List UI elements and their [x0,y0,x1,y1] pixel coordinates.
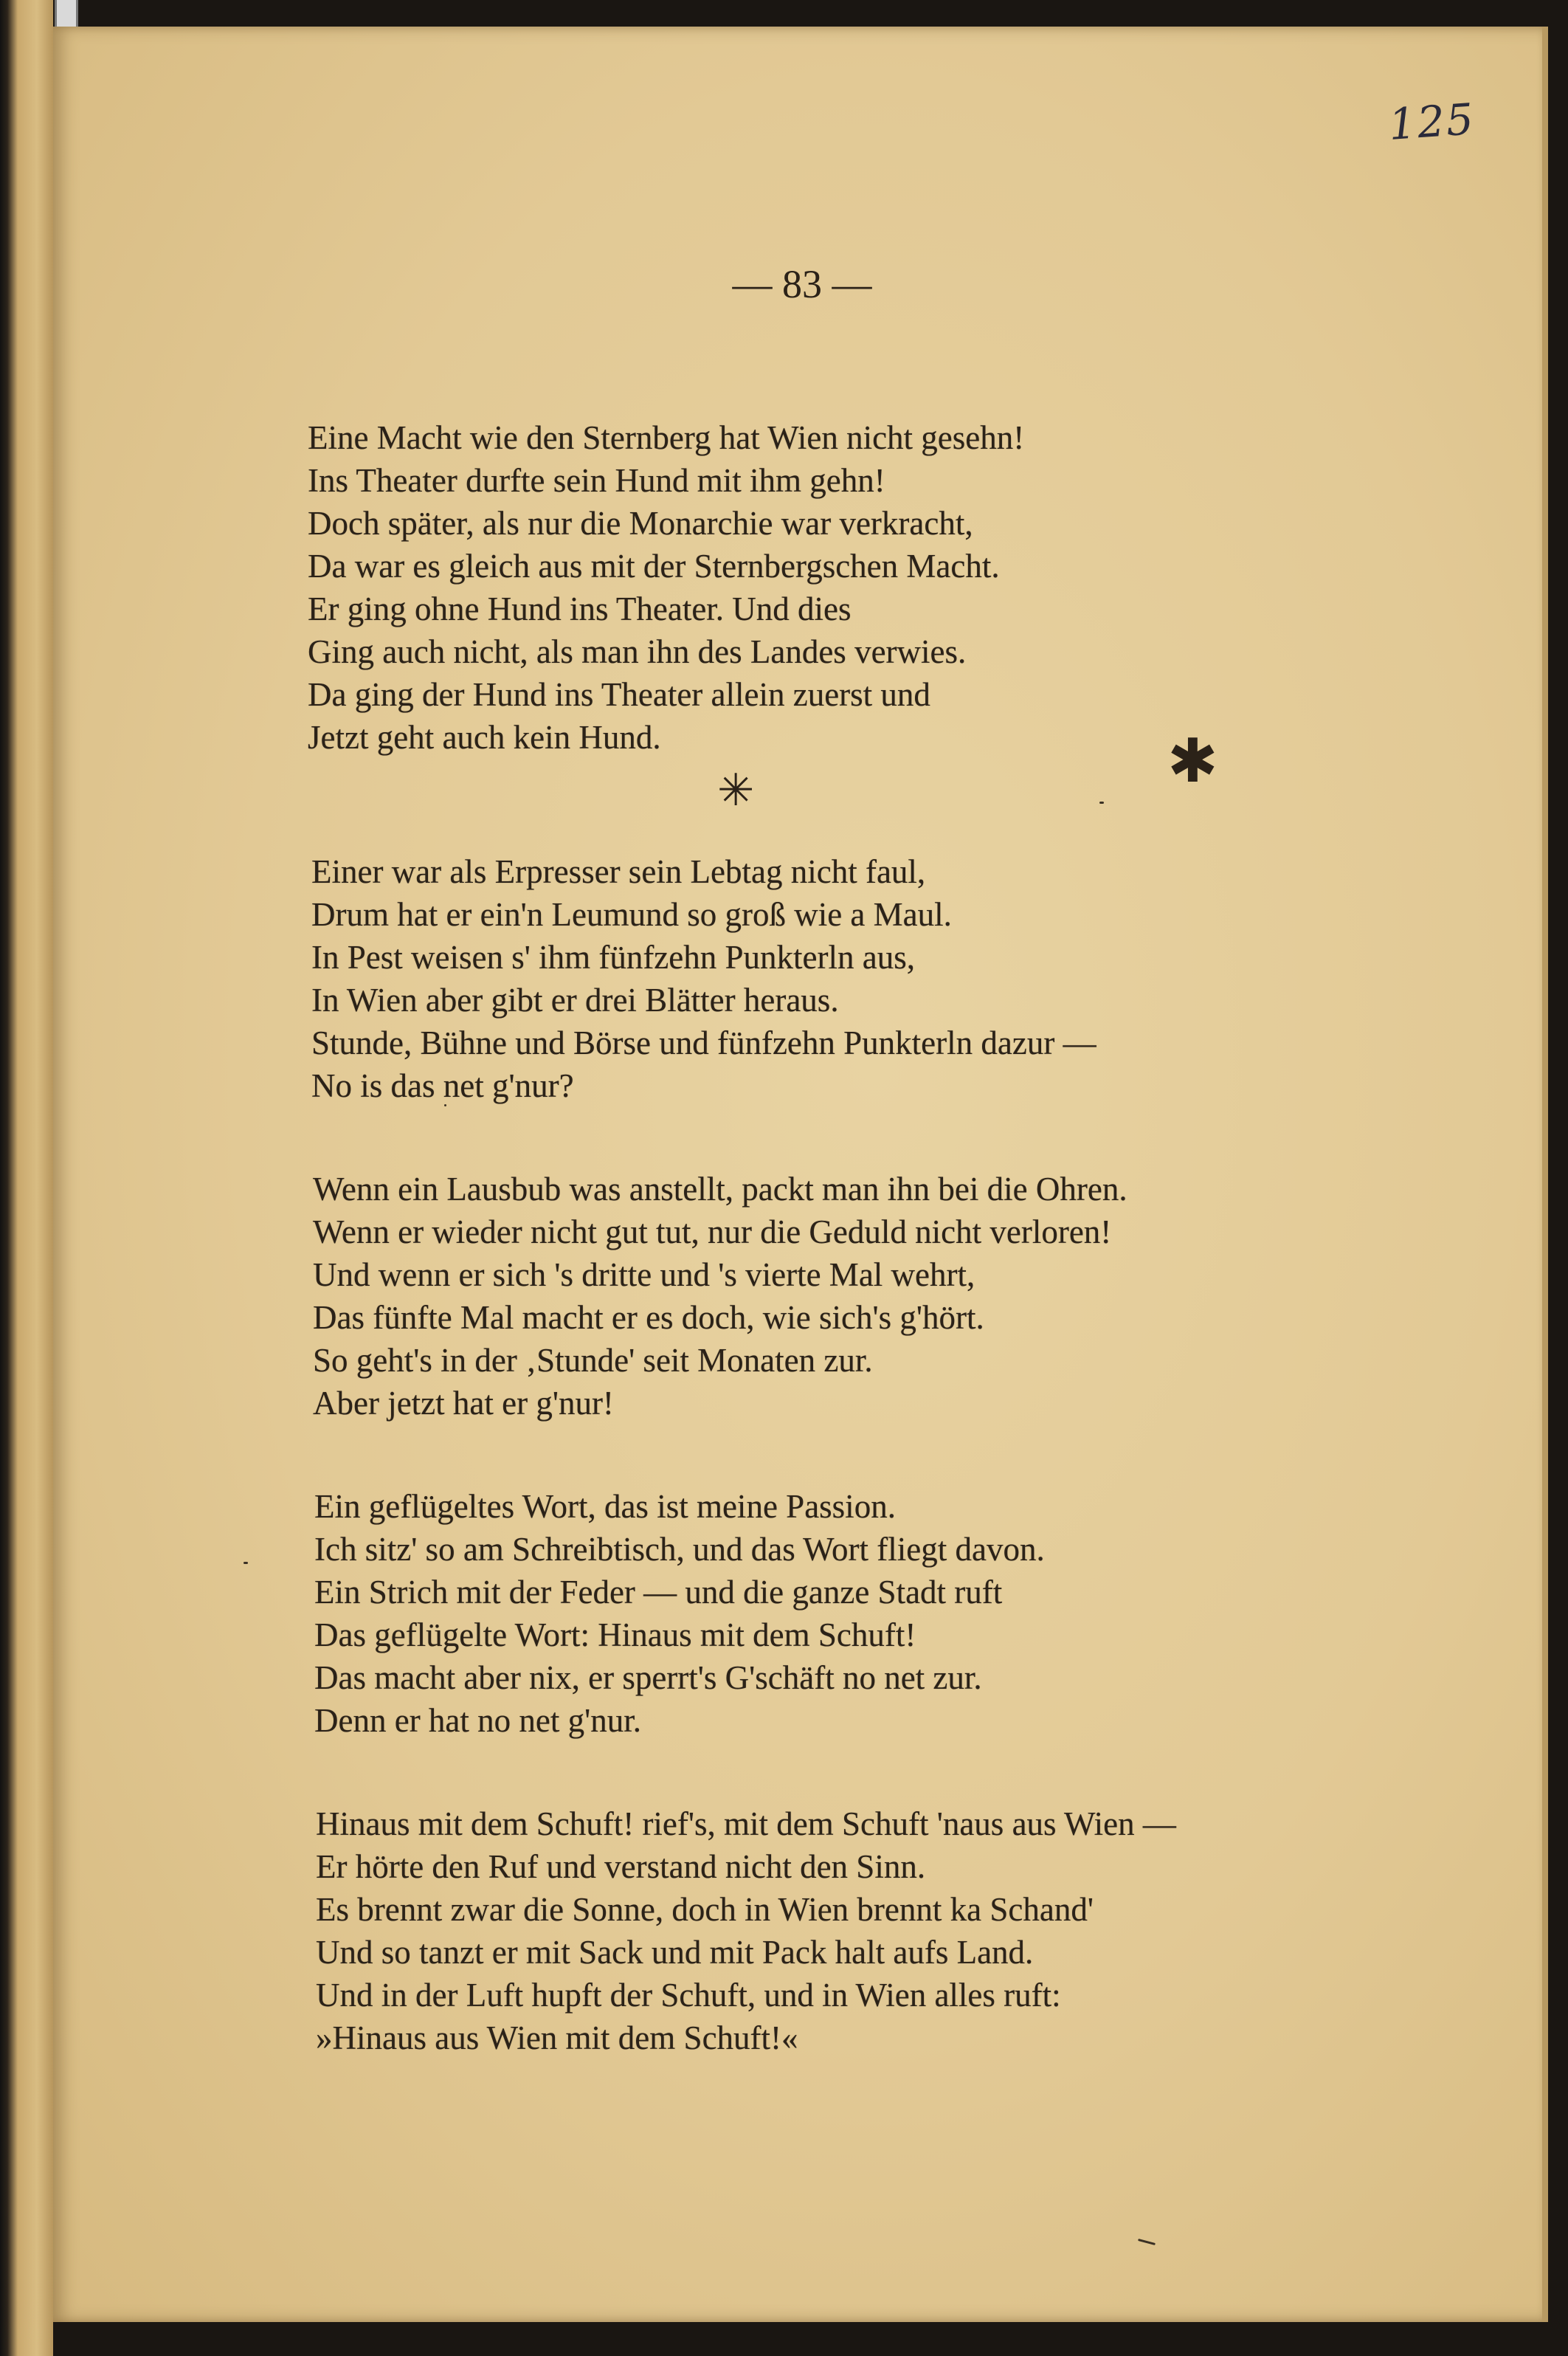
paper-speck [1099,802,1104,804]
poem-line: In Wien aber gibt er drei Blätter heraus. [311,982,839,1019]
poem-line: No is das net g'nur? [311,1067,574,1104]
poem-line: Doch später, als nur die Monarchie war verkracht, [308,505,973,542]
poem-line: Es brennt zwar die Sonne, doch in Wien brennt ka Schand' [316,1891,1094,1928]
poem-line: Ein Strich mit der Feder — und die ganze Stadt ruft [314,1574,1003,1611]
page-number: — 83 — [732,262,872,306]
poem-line: In Pest weisen s' ihm fünfzehn Punkterln aus, [311,939,915,976]
asterisk-mark: ✳ [717,765,755,816]
paper-speck [244,1562,248,1564]
poem-line: Stunde, Bühne und Börse und fünfzehn Punkterln dazur — [311,1024,1096,1061]
poem-line: Ich sitz' so am Schreibtisch, und das Wort fliegt davon. [314,1531,1045,1568]
poem-line: Aber jetzt hat er g'nur! [313,1385,614,1422]
poem-line: Und wenn er sich 's dritte und 's vierte Mal wehrt, [313,1256,975,1293]
poem-line: Wenn ein Lausbub was anstellt, packt man ihn bei die Ohren. [313,1171,1127,1208]
poem-line: Und so tanzt er mit Sack und mit Pack halt aufs Land. [316,1934,1034,1971]
poem-line: Da war es gleich aus mit der Sternbergschen Macht. [308,548,1000,585]
poem-line: Wenn er wieder nicht gut tut, nur die Geduld nicht verloren! [313,1213,1112,1250]
poem-line: Er hörte den Ruf und verstand nicht den Sinn. [316,1848,926,1885]
handwritten-asterisk-mark: ✱ [1167,726,1218,796]
poem-line: Denn er hat no net g'nur. [314,1702,641,1739]
poem-line: Und in der Luft hupft der Schuft, und in Wien alles ruft: [316,1977,1061,2014]
poem-line: So geht's in der ‚Stunde' seit Monaten zur. [313,1342,873,1379]
poem-line: Das macht aber nix, er sperrt's G'schäft no net zur. [314,1659,982,1696]
poem-line: »Hinaus aus Wien mit dem Schuft!« [316,2019,798,2056]
page-edge [1542,27,1548,2322]
poem-line: Drum hat er ein'n Leumund so groß wie a Maul. [311,896,952,933]
handwritten-archive-number: 125 [1386,94,1477,150]
book-spine [0,0,53,2356]
paper-speck [1138,2239,1156,2245]
poem-line: Ging auch nicht, als man ihn des Landes verwies. [308,633,967,670]
poem-line: Einer war als Erpresser sein Lebtag nicht faul, [311,853,926,890]
poem-line: Er ging ohne Hund ins Theater. Und dies [308,590,852,627]
book-page [53,27,1548,2322]
poem-line: Ins Theater durfte sein Hund mit ihm gehn! [308,462,885,499]
poem-line: Da ging der Hund ins Theater allein zuerst und [308,676,930,713]
poem-line: Das fünfte Mal macht er es doch, wie sich's g'hört. [313,1299,984,1336]
spine-tab [55,0,78,30]
paper-speck [444,1104,446,1106]
poem-line: Hinaus mit dem Schuft! rief's, mit dem Schuft 'naus aus Wien — [316,1805,1176,1842]
poem-line: Das geflügelte Wort: Hinaus mit dem Schuft! [314,1616,916,1653]
poem-line: Ein geflügeltes Wort, das ist meine Passion. [314,1488,896,1525]
poem-line: Eine Macht wie den Sternberg hat Wien nicht gesehn! [308,419,1025,456]
poem-line: Jetzt geht auch kein Hund. [308,719,661,756]
